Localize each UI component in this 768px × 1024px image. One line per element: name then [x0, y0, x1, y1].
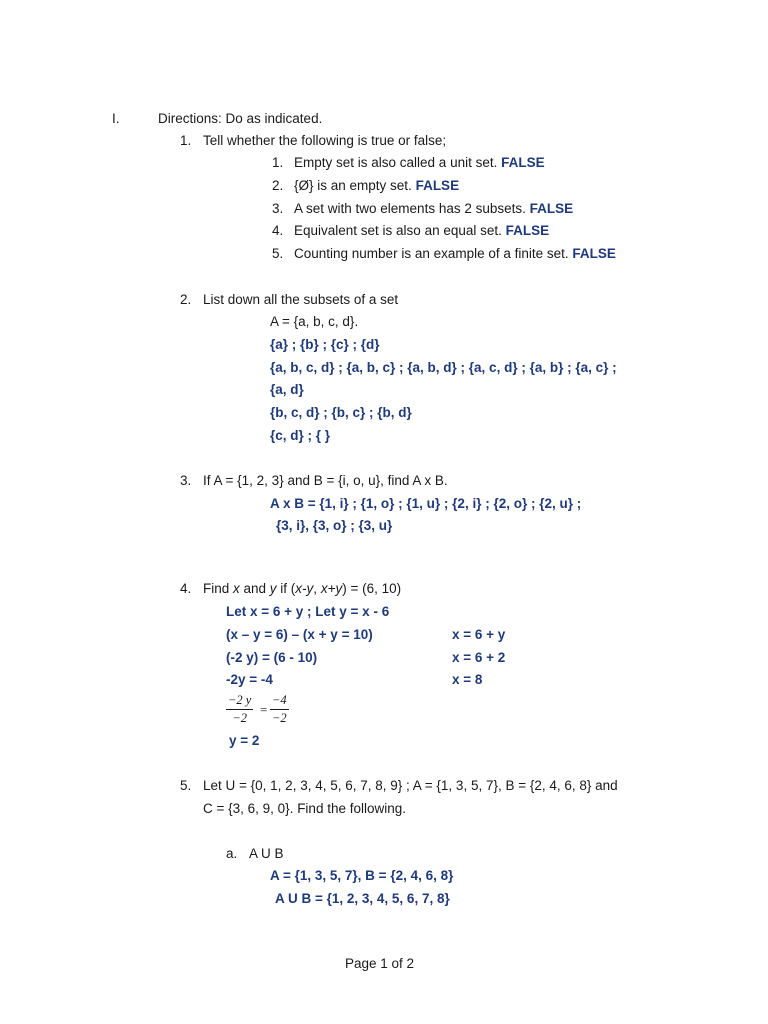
q1-item — [294, 247, 616, 261]
q4-comma: , — [313, 581, 321, 596]
q5-part-a-given: A = {1, 3, 5, 7}, B = {2, 4, 6, 8} — [270, 868, 454, 883]
q4-prompt-if: if ( — [276, 581, 296, 596]
section-directions: Directions: Do as indicated. — [158, 111, 323, 126]
q2-set: A = {a, b, c, d}. — [270, 314, 359, 329]
q2-answer-line: {a, b, c, d} ; {a, b, c} ; {a, b, d} ; {a, c, d} ; {a, b} ; {a, c} ; — [270, 360, 617, 375]
q1-item-number: 4. — [272, 223, 284, 238]
q4-fraction-right-numerator: −4 — [270, 693, 289, 710]
q4-expr-2: x+y — [320, 581, 343, 596]
q5-line-1: Let U = {0, 1, 2, 3, 4, 5, 6, 7, 8, 9} ; A = {1, 3, 5, 7}, B = {2, 4, 6, 8} and — [203, 778, 618, 793]
q1-item-number: 3. — [272, 201, 284, 216]
q1-item-answer: FALSE — [415, 178, 460, 193]
q2-answer-line: {a, d} — [270, 382, 304, 397]
q2-prompt: List down all the subsets of a set — [203, 292, 399, 307]
q1-item-number: 5. — [272, 246, 284, 261]
q4-prompt-and: and — [239, 581, 270, 596]
q1-prompt: Tell whether the following is true or false; — [203, 133, 447, 148]
q4-fraction-right — [270, 693, 289, 726]
q4-result: y = 2 — [229, 733, 260, 748]
q4-fraction-left-denominator: −2 — [232, 711, 248, 725]
q1-item-text: Empty set is also called a unit set. — [294, 155, 502, 170]
q1-item — [294, 202, 573, 216]
q4-var-y: y — [269, 581, 277, 596]
q1-item-answer: FALSE — [572, 246, 616, 261]
q4-fraction-equals: = — [260, 702, 268, 717]
q4-fraction-left — [226, 693, 253, 726]
q4-prompt-find: Find — [203, 581, 234, 596]
q1-item-answer: FALSE — [501, 155, 545, 170]
q5-part-a-expr: A U B — [249, 846, 284, 861]
q1-item — [294, 224, 549, 238]
q1-item — [294, 156, 545, 170]
q2-number: 2. — [180, 292, 192, 307]
q1-item-answer: FALSE — [529, 201, 574, 216]
q4-prompt — [203, 582, 401, 596]
q1-item-text: Counting number is an example of a finite set. — [294, 246, 573, 261]
q1-item-number: 2. — [272, 178, 284, 193]
q5-number: 5. — [180, 778, 192, 793]
q4-number: 4. — [180, 581, 192, 596]
q1-item-number: 1. — [272, 155, 284, 170]
q4-left-step: (x – y = 6) – (x + y = 10) — [226, 627, 373, 642]
q1-item-text: {Ø} is an empty set. — [294, 178, 416, 193]
q3-answer-line: A x B = {1, i} ; {1, o} ; {1, u} ; {2, i} ; {2, o} ; {2, u} ; — [270, 496, 582, 511]
q4-left-step: -2y = -4 — [226, 672, 273, 687]
q1-item — [294, 179, 459, 193]
q4-fraction-right-denominator: −2 — [272, 711, 287, 725]
q1-item-answer: FALSE — [505, 223, 550, 238]
section-numeral: I. — [112, 111, 120, 126]
q4-left-step: (-2 y) = (6 - 10) — [226, 650, 318, 665]
q3-answer-line: {3, i}, {3, o} ; {3, u} — [276, 518, 393, 533]
q2-answer-line: {b, c, d} ; {b, c} ; {b, d} — [270, 405, 412, 420]
q4-expr-1: x-y — [295, 581, 314, 596]
q4-right-step: x = 8 — [452, 672, 483, 687]
q4-right-step: x = 6 + 2 — [452, 650, 506, 665]
q4-right-step: x = 6 + y — [452, 627, 506, 642]
q4-var-x: x — [233, 581, 240, 596]
q2-answer-line: {c, d} ; { } — [270, 428, 331, 443]
q5-line-2: C = {3, 6, 9, 0}. Find the following. — [203, 801, 407, 816]
q1-number: 1. — [180, 133, 192, 148]
q4-let: Let x = 6 + y ; Let y = x - 6 — [226, 604, 390, 619]
q5-part-a-result: A U B = {1, 2, 3, 4, 5, 6, 7, 8} — [275, 891, 450, 906]
page-footer: Page 1 of 2 — [345, 956, 415, 971]
q5-part-a-label: a. — [226, 846, 238, 861]
q4-prompt-end: ) = (6, 10) — [342, 581, 402, 596]
q2-answer-line: {a} ; {b} ; {c} ; {d} — [270, 337, 380, 352]
q1-item-text: A set with two elements has 2 subsets. — [294, 201, 530, 216]
q1-item-text: Equivalent set is also an equal set. — [294, 223, 506, 238]
q3-prompt: If A = {1, 2, 3} and B = {i, o, u}, find A x B. — [203, 473, 448, 488]
q3-number: 3. — [180, 473, 192, 488]
q4-fraction-left-numerator: −2 y — [226, 693, 253, 710]
